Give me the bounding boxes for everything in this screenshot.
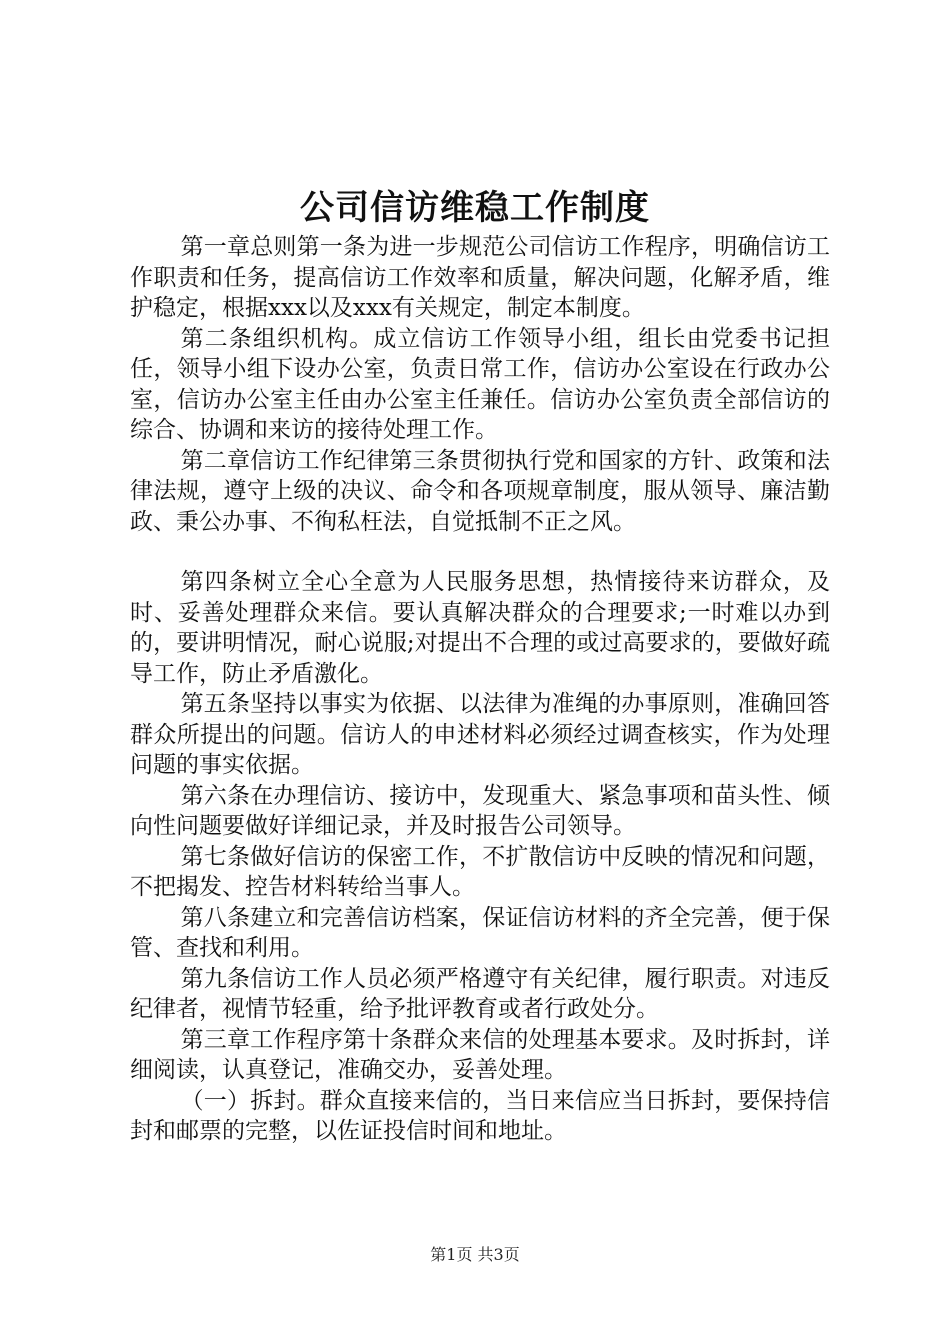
paragraph-article5: 第五条坚持以事实为依据、以法律为准绳的办事原则，准确回答群众所提出的问题。信访人的申述材料必须经过调查核实，作为处理问题的事实依据。 (130, 691, 830, 778)
paragraph-article6: 第六条在办理信访、接访中，发现重大、紧急事项和苗头性、倾向性问题要做好详细记录，并及时报告公司领导。 (130, 782, 830, 839)
paragraph-article2: 第二条组织机构。成立信访工作领导小组，组长由党委书记担任，领导小组下设办公室，负责日常工作，信访办公室设在行政办公室，信访办公室主任由办公室主任兼任。信访办公室负责全部信访的综合、协调和来访的接待处理工作。 (130, 325, 830, 443)
paragraph-item1-unseal: （一）拆封。群众直接来信的，当日来信应当日拆封，要保持信封和邮票的完整，以佐证投信时间和地址。 (130, 1087, 830, 1144)
paragraph-article7: 第七条做好信访的保密工作，不扩散信访中反映的情况和问题，不把揭发、控告材料转给当事人。 (130, 843, 830, 900)
paragraph-article8: 第八条建立和完善信访档案，保证信访材料的齐全完善，便于保管、查找和利用。 (130, 904, 830, 961)
document-body (130, 232, 830, 1147)
page-number-footer: 第1页 共3页 (430, 1245, 520, 1264)
paragraph-chapter1-article1: 第一章总则第一条为进一步规范公司信访工作程序，明确信访工作职责和任务，提高信访工作效率和质量，解决问题，化解矛盾，维护稳定，根据xxx以及xxx有关规定，制定本制度。 (130, 234, 830, 321)
paragraph-chapter3-article10: 第三章工作程序第十条群众来信的处理基本要求。及时拆封，详细阅读，认真登记，准确交办，妥善处理。 (130, 1026, 830, 1083)
paragraph-article4: 第四条树立全心全意为人民服务思想，热情接待来访群众，及时、妥善处理群众来信。要认真解决群众的合理要求;一时难以办到的，要讲明情况，耐心说服;对提出不合理的或过高要求的，要做好疏导工作，防止矛盾激化。 (130, 569, 830, 687)
document-title: 公司信访维稳工作制度 (300, 188, 650, 228)
paragraph-article9: 第九条信访工作人员必须严格遵守有关纪律，履行职责。对违反纪律者，视情节轻重，给予批评教育或者行政处分。 (130, 965, 830, 1022)
paragraph-chapter2-article3: 第二章信访工作纪律第三条贯彻执行党和国家的方针、政策和法律法规，遵守上级的决议、命令和各项规章制度，服从领导、廉洁勤政、秉公办事、不徇私枉法，自觉抵制不正之风。 (130, 447, 830, 535)
